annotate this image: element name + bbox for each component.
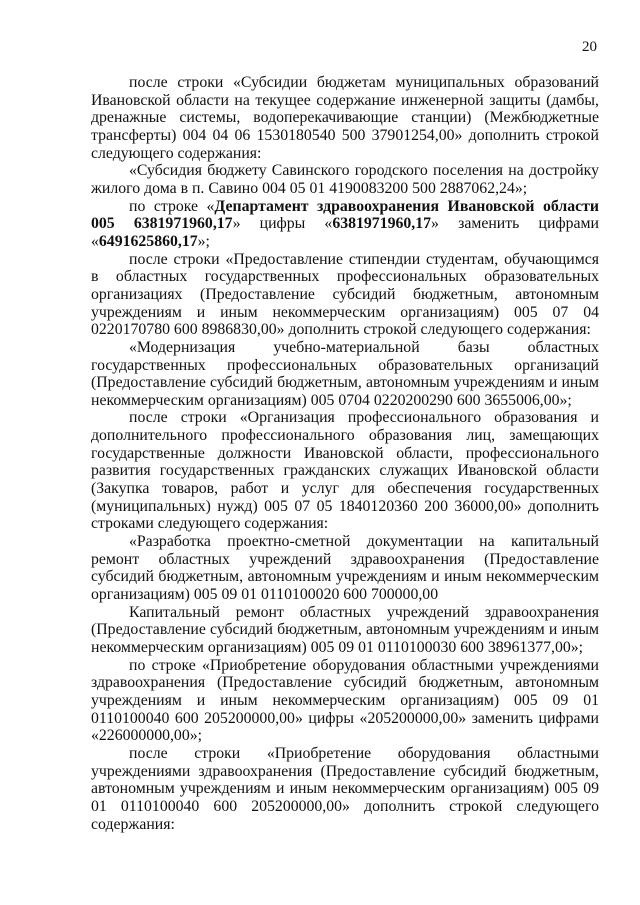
paragraph-5: «Модернизация учебно-материальной базы областных государственных профессиональных образовательных организаций (Предоставление субсидий бюджетным, автономным учреждениям и иным некоммерческим организациям) 005 0704 0220200290 600 3655006,00»;: [91, 338, 599, 409]
paragraph-4: после строки «Предоставление стипендии студентам, обучающимся в областных государственных профессиональных образовательных организациях (Предоставление субсидий бюджетным, автономным учреждениям и иным некоммерческим организациям) 005 07 04 0220170780 600 8986830,00» дополнить строкой следующего содержания:: [91, 250, 599, 339]
paragraph-3: по строке «Департамент здравоохранения Ивановской области 005 6381971960,17» цифры «6381971960,17» заменить цифрами «6491625860,17»;: [91, 197, 600, 250]
paragraph-2: «Субсидия бюджету Савинского городского поселения на достройку жилого дома в п. Савино 004 05 01 4190083200 500 2887062,24»;: [91, 162, 599, 197]
paragraph-10: после строки «Приобретение оборудования областными учреждениями здравоохранения (Предоставление субсидий бюджетным, автономным учреждениям и иным некоммерческим организациям) 005 09 01 0110100040 600 205200000,00» дополнить строкой следующего содержания:: [91, 744, 599, 833]
page-number: 20: [582, 39, 597, 55]
paragraph-7: «Разработка проектно-сметной документации на капитальный ремонт областных учреждений здравоохранения (Предоставление субсидий бюджетным, автономным учреждениям и иным некоммерческим организациям) 005 09 01 0110100020 600 700000,00: [91, 533, 599, 604]
paragraph-9: по строке «Приобретение оборудования областными учреждениями здравоохранения (Предоставление субсидий бюджетным, автономным учреждениям и иным некоммерческим организациям) 005 09 01 0110100040 600 205200000,00» цифры «205200000,00» заменить цифрами «226000000,00»;: [91, 656, 599, 745]
paragraph-6: после строки «Организация профессионального образования и дополнительного профессионального образования лиц, замещающих государственные должности Ивановской области, профессионального развития государственных гражданских служащих Ивановской области (Закупка товаров, работ и услуг для обеспечения государственных (муниципальных) нужд) 005 07 05 1840120360 200 36000,00» дополнить строками следующего содержания:: [91, 409, 599, 533]
bold-emphasis: Департамент здравоохранения Ивановской области 005 6381971960,17: [91, 197, 599, 233]
bold-emphasis: 6381971960,17: [332, 215, 432, 233]
paragraph-8: Капитальный ремонт областных учреждений здравоохранения (Предоставление субсидий бюджетным, автономным учреждениям и иным некоммерческим организациям) 005 09 01 0110100030 600 38961377,00»;: [91, 603, 599, 656]
bold-emphasis: 6491625860,17: [98, 232, 198, 250]
document-body: [91, 74, 599, 833]
paragraph-1: после строки «Субсидии бюджетам муниципальных образований Ивановской области на текущее содержание инженерной защиты (дамбы, дренажные системы, водоперекачивающие станции) (Межбюджетные трансферты) 004 04 06 1530180540 500 37901254,00» дополнить строкой следующего содержания:: [91, 74, 599, 162]
